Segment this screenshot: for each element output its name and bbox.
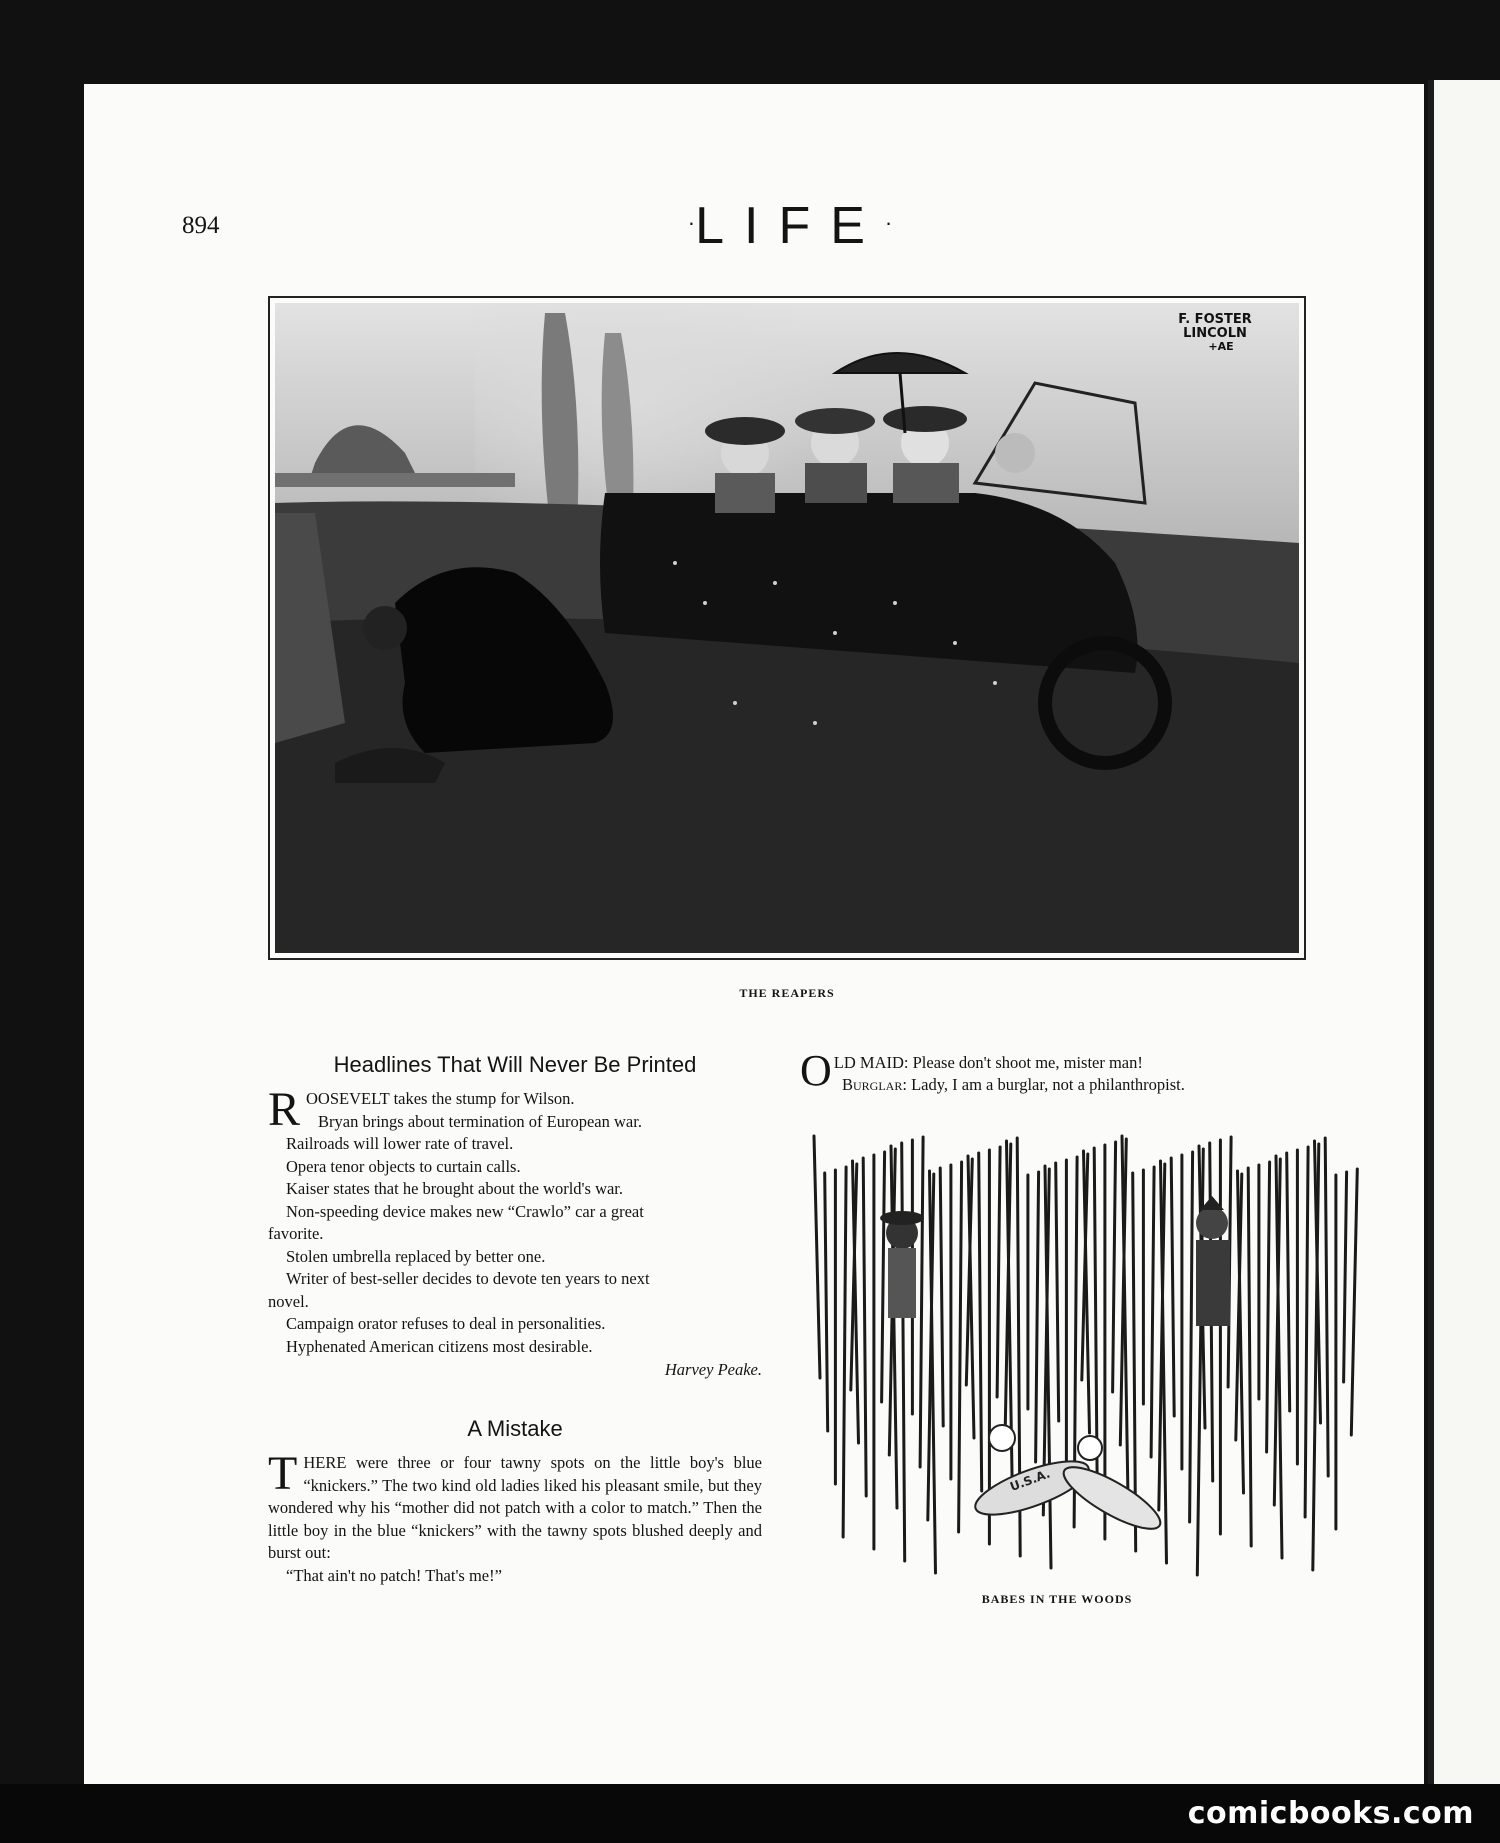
watermark: comicbooks.com xyxy=(1187,1796,1474,1831)
reapers-caption: THE REAPERS xyxy=(739,986,835,1000)
headlines-dropcap: R xyxy=(268,1083,301,1136)
dialogue-speaker-2: Burglar: xyxy=(842,1075,907,1094)
headlines-line-11: Hyphenated American citizens most desirable. xyxy=(286,1336,593,1356)
cartoon-drawing xyxy=(812,1128,1362,1598)
rifle-stroke xyxy=(1287,1153,1290,1411)
page-number: 894 xyxy=(182,212,220,239)
right-column xyxy=(800,1046,1320,1096)
headlines-line-7: Stolen umbrella replaced by better one. xyxy=(286,1246,546,1266)
rifle-stroke xyxy=(843,1167,846,1537)
headlines-title: Headlines That Will Never Be Printed xyxy=(333,1052,697,1077)
illustration-signature-line-1: F. FOSTER xyxy=(1178,312,1252,327)
rifle-stroke xyxy=(902,1143,905,1561)
headlines-line-3: Opera tenor objects to curtain calls. xyxy=(286,1156,521,1176)
rifle-stroke xyxy=(1351,1169,1357,1435)
dialogue-text-1: Please don't shoot me, mister man! xyxy=(912,1053,1143,1072)
rifle-stroke xyxy=(1248,1168,1251,1546)
rifle-stroke xyxy=(825,1173,828,1431)
rifle-stroke xyxy=(959,1162,962,1532)
masthead xyxy=(640,196,940,256)
cartoon-label: U.S.A. xyxy=(1008,1466,1052,1494)
rifle-stroke xyxy=(1113,1142,1116,1392)
headlines-line-5: Non-speeding device makes new “Crawlo” car a great xyxy=(286,1201,644,1221)
rifle-stroke xyxy=(882,1152,885,1402)
headlines-body xyxy=(268,1083,762,1380)
rifle-stroke xyxy=(1325,1138,1328,1476)
rifle-stroke xyxy=(1036,1172,1039,1462)
rifle-stroke xyxy=(863,1158,866,1496)
rifle-stroke xyxy=(979,1153,982,1491)
rifle-stroke xyxy=(920,1137,923,1467)
rifle-stroke xyxy=(1305,1147,1308,1517)
rifle-stroke xyxy=(940,1168,943,1426)
dialogue-text-2: Lady, I am a burglar, not a philanthropist. xyxy=(911,1075,1185,1094)
mistake-title: A Mistake xyxy=(467,1416,563,1441)
headlines-line-0: OOSEVELT takes the stump for Wilson. xyxy=(306,1089,575,1108)
illustration-signature-line-2: LINCOLN xyxy=(1183,326,1247,341)
dialogue-line-2 xyxy=(800,1074,1320,1096)
babes-caption: BABES IN THE WOODS xyxy=(981,1592,1133,1606)
mistake-section xyxy=(268,1416,762,1587)
mistake-paragraph-text: HERE were three or four tawny spots on the little boy's blue “knickers.” The two kind old ladies liked his pleasant smile, but they wondered why his “mother did not patch with a color to match.” Then the little boy in the blue “knickers” with the tawny spots blushed deeply and burst out: xyxy=(268,1453,762,1562)
dialogue-speaker-1: LD MAID: xyxy=(833,1053,909,1072)
mistake-dropcap: T xyxy=(268,1447,298,1500)
headlines-line-8: Writer of best-seller decides to devote ten years to next xyxy=(286,1269,650,1288)
reapers-drawing xyxy=(275,303,1299,953)
headlines-line-10: Campaign orator refuses to deal in personalities. xyxy=(286,1314,606,1333)
dialogue-dropcap: O xyxy=(800,1046,832,1095)
next-page-edge xyxy=(1428,80,1500,1785)
rifle-stroke xyxy=(1056,1163,1059,1421)
headlines-line-2: Railroads will lower rate of travel. xyxy=(286,1134,514,1153)
left-column xyxy=(268,1052,762,1587)
illustration-signature-line-3: +AE xyxy=(1208,340,1234,353)
headlines-line-4: Kaiser states that he brought about the world's war. xyxy=(286,1179,624,1198)
headlines-line-9: novel. xyxy=(268,1291,309,1311)
babes-in-the-woods-cartoon xyxy=(812,1128,1362,1598)
rifle-stroke xyxy=(814,1136,820,1378)
rifle-stroke xyxy=(1171,1158,1174,1416)
mistake-quote: “That ain't no patch! That's me!” xyxy=(286,1565,502,1585)
masthead-dot-right: · xyxy=(884,210,893,236)
headlines-line-6: favorite. xyxy=(268,1224,324,1243)
rifle-stroke xyxy=(1094,1148,1097,1486)
masthead-dot-left: · xyxy=(687,210,696,236)
mistake-paragraph xyxy=(268,1447,762,1565)
rifle-stroke xyxy=(1151,1167,1154,1457)
headlines-line-1: Bryan brings about termination of European war. xyxy=(318,1111,642,1131)
rifle-stroke xyxy=(1190,1152,1193,1522)
reapers-illustration xyxy=(268,296,1306,960)
rifle-stroke xyxy=(1344,1172,1347,1382)
masthead-title: LIFE xyxy=(695,197,885,255)
rifle-stroke xyxy=(1267,1162,1270,1452)
rifle-stroke xyxy=(997,1147,1000,1397)
headlines-author: Harvey Peake. xyxy=(664,1360,762,1379)
